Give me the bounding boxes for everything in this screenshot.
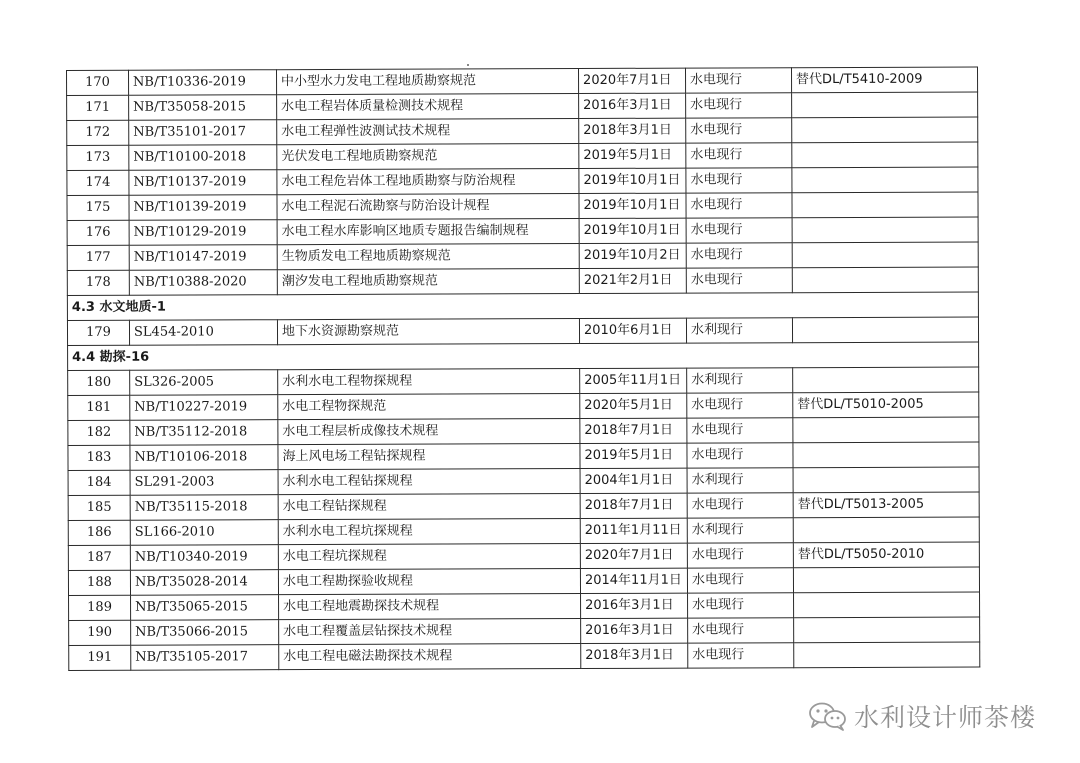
effective-date-cell: 2016年3月1日 xyxy=(579,93,686,118)
table-row xyxy=(68,492,979,520)
note-cell xyxy=(792,142,978,168)
section-header-row xyxy=(68,342,979,370)
status-cell: 水电现行 xyxy=(686,243,792,268)
row-number-cell: 190 xyxy=(69,620,131,645)
standard-code-cell: NB/T10129-2019 xyxy=(129,220,277,246)
table-row xyxy=(67,117,978,145)
effective-date-cell: 2018年3月1日 xyxy=(581,643,688,668)
note-cell xyxy=(794,592,980,618)
row-number-cell: 180 xyxy=(68,370,130,395)
row-number-cell: 171 xyxy=(67,95,129,120)
table-row xyxy=(67,142,978,170)
effective-date-cell: 2019年10月1日 xyxy=(579,168,686,193)
row-number-cell: 183 xyxy=(68,445,130,470)
standard-code-cell: SL326-2005 xyxy=(130,370,278,396)
section-header-row xyxy=(67,292,978,320)
standard-name-cell: 水电工程电磁法勘探技术规程 xyxy=(279,644,581,670)
standard-code-cell: NB/T35065-2015 xyxy=(131,595,279,621)
table-row xyxy=(68,442,979,470)
row-number-cell: 186 xyxy=(68,520,130,545)
standards-table-body xyxy=(67,67,980,670)
standard-name-cell: 光伏发电工程地质勘察规范 xyxy=(277,144,579,170)
scan-speck xyxy=(467,64,469,66)
watermark xyxy=(808,698,1036,734)
row-number-cell: 185 xyxy=(68,495,130,520)
effective-date-cell: 2018年7月1日 xyxy=(580,493,687,518)
effective-date-cell: 2019年10月1日 xyxy=(579,193,686,218)
standard-name-cell: 水电工程勘探验收规程 xyxy=(278,569,580,595)
standard-code-cell: NB/T35105-2017 xyxy=(131,645,279,671)
standard-code-cell: NB/T10336-2019 xyxy=(129,70,277,96)
status-cell: 水利现行 xyxy=(687,468,793,493)
standard-name-cell: 水电工程泥石流勘察与防治设计规程 xyxy=(277,194,579,220)
row-number-cell: 188 xyxy=(68,570,130,595)
status-cell: 水电现行 xyxy=(687,393,793,418)
table-row xyxy=(68,467,979,495)
table-row xyxy=(68,417,979,445)
standard-code-cell: NB/T10106-2018 xyxy=(130,445,278,471)
table-row xyxy=(67,242,978,270)
row-number-cell: 174 xyxy=(67,170,129,195)
note-cell: 替代DL/T5010-2005 xyxy=(793,392,979,418)
note-cell: 替代DL/T5050-2010 xyxy=(793,542,979,568)
status-cell: 水电现行 xyxy=(688,643,794,668)
standard-code-cell: NB/T35058-2015 xyxy=(129,95,277,121)
table-row xyxy=(67,217,978,245)
watermark-text: 水利设计师茶楼 xyxy=(854,703,1037,732)
effective-date-cell: 2019年5月1日 xyxy=(579,143,686,168)
note-cell xyxy=(792,167,978,193)
note-cell: 替代DL/T5013-2005 xyxy=(793,492,979,518)
status-cell: 水电现行 xyxy=(688,593,794,618)
note-cell xyxy=(792,242,978,268)
note-cell xyxy=(793,467,979,493)
standard-name-cell: 水电工程地震勘探技术规程 xyxy=(279,594,581,620)
table-row xyxy=(68,367,979,395)
standard-code-cell: NB/T10100-2018 xyxy=(129,145,277,171)
row-number-cell: 175 xyxy=(67,195,129,220)
standard-name-cell: 水电工程覆盖层钻探技术规程 xyxy=(279,619,581,645)
effective-date-cell: 2020年7月1日 xyxy=(578,68,685,93)
note-cell xyxy=(792,117,978,143)
effective-date-cell: 2020年5月1日 xyxy=(580,393,687,418)
row-number-cell: 181 xyxy=(68,395,130,420)
table-row xyxy=(68,567,979,595)
standard-code-cell: SL166-2010 xyxy=(130,520,278,546)
row-number-cell: 184 xyxy=(68,470,130,495)
status-cell: 水电现行 xyxy=(686,193,792,218)
note-cell xyxy=(792,192,978,218)
status-cell: 水电现行 xyxy=(687,493,793,518)
effective-date-cell: 2014年11月1日 xyxy=(580,568,687,593)
note-cell xyxy=(792,267,978,293)
status-cell: 水电现行 xyxy=(686,93,792,118)
standard-name-cell: 海上风电场工程钻探规程 xyxy=(278,444,580,470)
note-cell xyxy=(793,442,979,468)
note-cell xyxy=(793,517,979,543)
note-cell xyxy=(794,617,980,643)
table-row xyxy=(67,192,978,220)
note-cell xyxy=(792,92,978,118)
standard-name-cell: 地下水资源勘察规范 xyxy=(277,319,579,345)
table-row xyxy=(69,617,980,645)
status-cell: 水电现行 xyxy=(688,618,794,643)
effective-date-cell: 2016年3月1日 xyxy=(581,593,688,618)
standard-name-cell: 水利水电工程物探规程 xyxy=(278,369,580,395)
effective-date-cell: 2019年5月1日 xyxy=(580,443,687,468)
status-cell: 水利现行 xyxy=(687,518,793,543)
table-row xyxy=(67,267,978,295)
standard-code-cell: NB/T10227-2019 xyxy=(130,395,278,421)
standard-name-cell: 中小型水力发电工程地质勘察规范 xyxy=(277,69,579,95)
standard-name-cell: 水电工程水库影响区地质专题报告编制规程 xyxy=(277,219,579,245)
standard-code-cell: NB/T10388-2020 xyxy=(129,270,277,296)
standard-code-cell: NB/T35066-2015 xyxy=(131,620,279,646)
table-row xyxy=(67,92,978,120)
effective-date-cell: 2004年1月1日 xyxy=(580,468,687,493)
status-cell: 水电现行 xyxy=(686,268,792,293)
note-cell xyxy=(793,367,979,393)
effective-date-cell: 2005年11月1日 xyxy=(580,368,687,393)
note-cell xyxy=(792,317,978,343)
row-number-cell: 170 xyxy=(67,70,129,95)
row-number-cell: 191 xyxy=(69,645,131,670)
standard-code-cell: NB/T35115-2018 xyxy=(130,495,278,521)
row-number-cell: 187 xyxy=(68,545,130,570)
standard-code-cell: NB/T10340-2019 xyxy=(130,545,278,571)
row-number-cell: 178 xyxy=(67,270,129,295)
row-number-cell: 179 xyxy=(67,320,129,345)
note-cell: 替代DL/T5410-2009 xyxy=(791,67,977,93)
standard-name-cell: 潮汐发电工程地质勘察规范 xyxy=(277,269,579,295)
status-cell: 水电现行 xyxy=(687,568,793,593)
table-row xyxy=(67,317,978,345)
note-cell xyxy=(794,642,980,668)
note-cell xyxy=(792,217,978,243)
row-number-cell: 172 xyxy=(67,120,129,145)
table-row xyxy=(68,542,979,570)
status-cell: 水利现行 xyxy=(687,368,793,393)
effective-date-cell: 2020年7月1日 xyxy=(580,543,687,568)
standard-name-cell: 生物质发电工程地质勘察规范 xyxy=(277,244,579,270)
section-label: 4.4 勘探-16 xyxy=(68,342,979,370)
effective-date-cell: 2016年3月1日 xyxy=(581,618,688,643)
row-number-cell: 177 xyxy=(67,245,129,270)
standard-code-cell: SL454-2010 xyxy=(129,320,277,346)
effective-date-cell: 2018年3月1日 xyxy=(579,118,686,143)
standard-code-cell: NB/T35028-2014 xyxy=(130,570,278,596)
standard-code-cell: SL291-2003 xyxy=(130,470,278,496)
status-cell: 水电现行 xyxy=(687,443,793,468)
standard-name-cell: 水利水电工程钻探规程 xyxy=(278,469,580,495)
note-cell xyxy=(793,567,979,593)
standard-code-cell: NB/T10139-2019 xyxy=(129,195,277,221)
status-cell: 水电现行 xyxy=(687,543,793,568)
effective-date-cell: 2018年7月1日 xyxy=(580,418,687,443)
standard-name-cell: 水电工程坑探规程 xyxy=(278,544,580,570)
table-row xyxy=(69,592,980,620)
standard-name-cell: 水利水电工程坑探规程 xyxy=(278,519,580,545)
standards-table xyxy=(66,66,980,670)
status-cell: 水电现行 xyxy=(687,418,793,443)
effective-date-cell: 2019年10月2日 xyxy=(579,243,686,268)
status-cell: 水电现行 xyxy=(686,118,792,143)
standard-name-cell: 水电工程层析成像技术规程 xyxy=(278,419,580,445)
note-cell xyxy=(793,417,979,443)
table-row xyxy=(68,517,979,545)
status-cell: 水电现行 xyxy=(686,168,792,193)
standard-name-cell: 水电工程弹性波测试技术规程 xyxy=(277,119,579,145)
effective-date-cell: 2019年10月1日 xyxy=(579,218,686,243)
standard-name-cell: 水电工程危岩体工程地质勘察与防治规程 xyxy=(277,169,579,195)
standard-code-cell: NB/T10147-2019 xyxy=(129,245,277,271)
standard-code-cell: NB/T35112-2018 xyxy=(130,420,278,446)
table-row xyxy=(67,67,978,95)
wechat-icon xyxy=(808,701,848,731)
row-number-cell: 182 xyxy=(68,420,130,445)
table-row xyxy=(68,392,979,420)
status-cell: 水电现行 xyxy=(686,143,792,168)
table-row xyxy=(69,642,980,670)
standard-name-cell: 水电工程岩体质量检测技术规程 xyxy=(277,94,579,120)
status-cell: 水利现行 xyxy=(686,318,792,343)
standard-name-cell: 水电工程物探规范 xyxy=(278,394,580,420)
row-number-cell: 173 xyxy=(67,145,129,170)
standard-code-cell: NB/T35101-2017 xyxy=(129,120,277,146)
status-cell: 水电现行 xyxy=(685,68,791,93)
effective-date-cell: 2011年1月11日 xyxy=(580,518,687,543)
table-row xyxy=(67,167,978,195)
standard-code-cell: NB/T10137-2019 xyxy=(129,170,277,196)
section-label: 4.3 水文地质-1 xyxy=(67,292,978,320)
row-number-cell: 176 xyxy=(67,220,129,245)
row-number-cell: 189 xyxy=(69,595,131,620)
status-cell: 水电现行 xyxy=(686,218,792,243)
effective-date-cell: 2021年2月1日 xyxy=(579,268,686,293)
effective-date-cell: 2010年6月1日 xyxy=(579,318,686,343)
standard-name-cell: 水电工程钻探规程 xyxy=(278,494,580,520)
